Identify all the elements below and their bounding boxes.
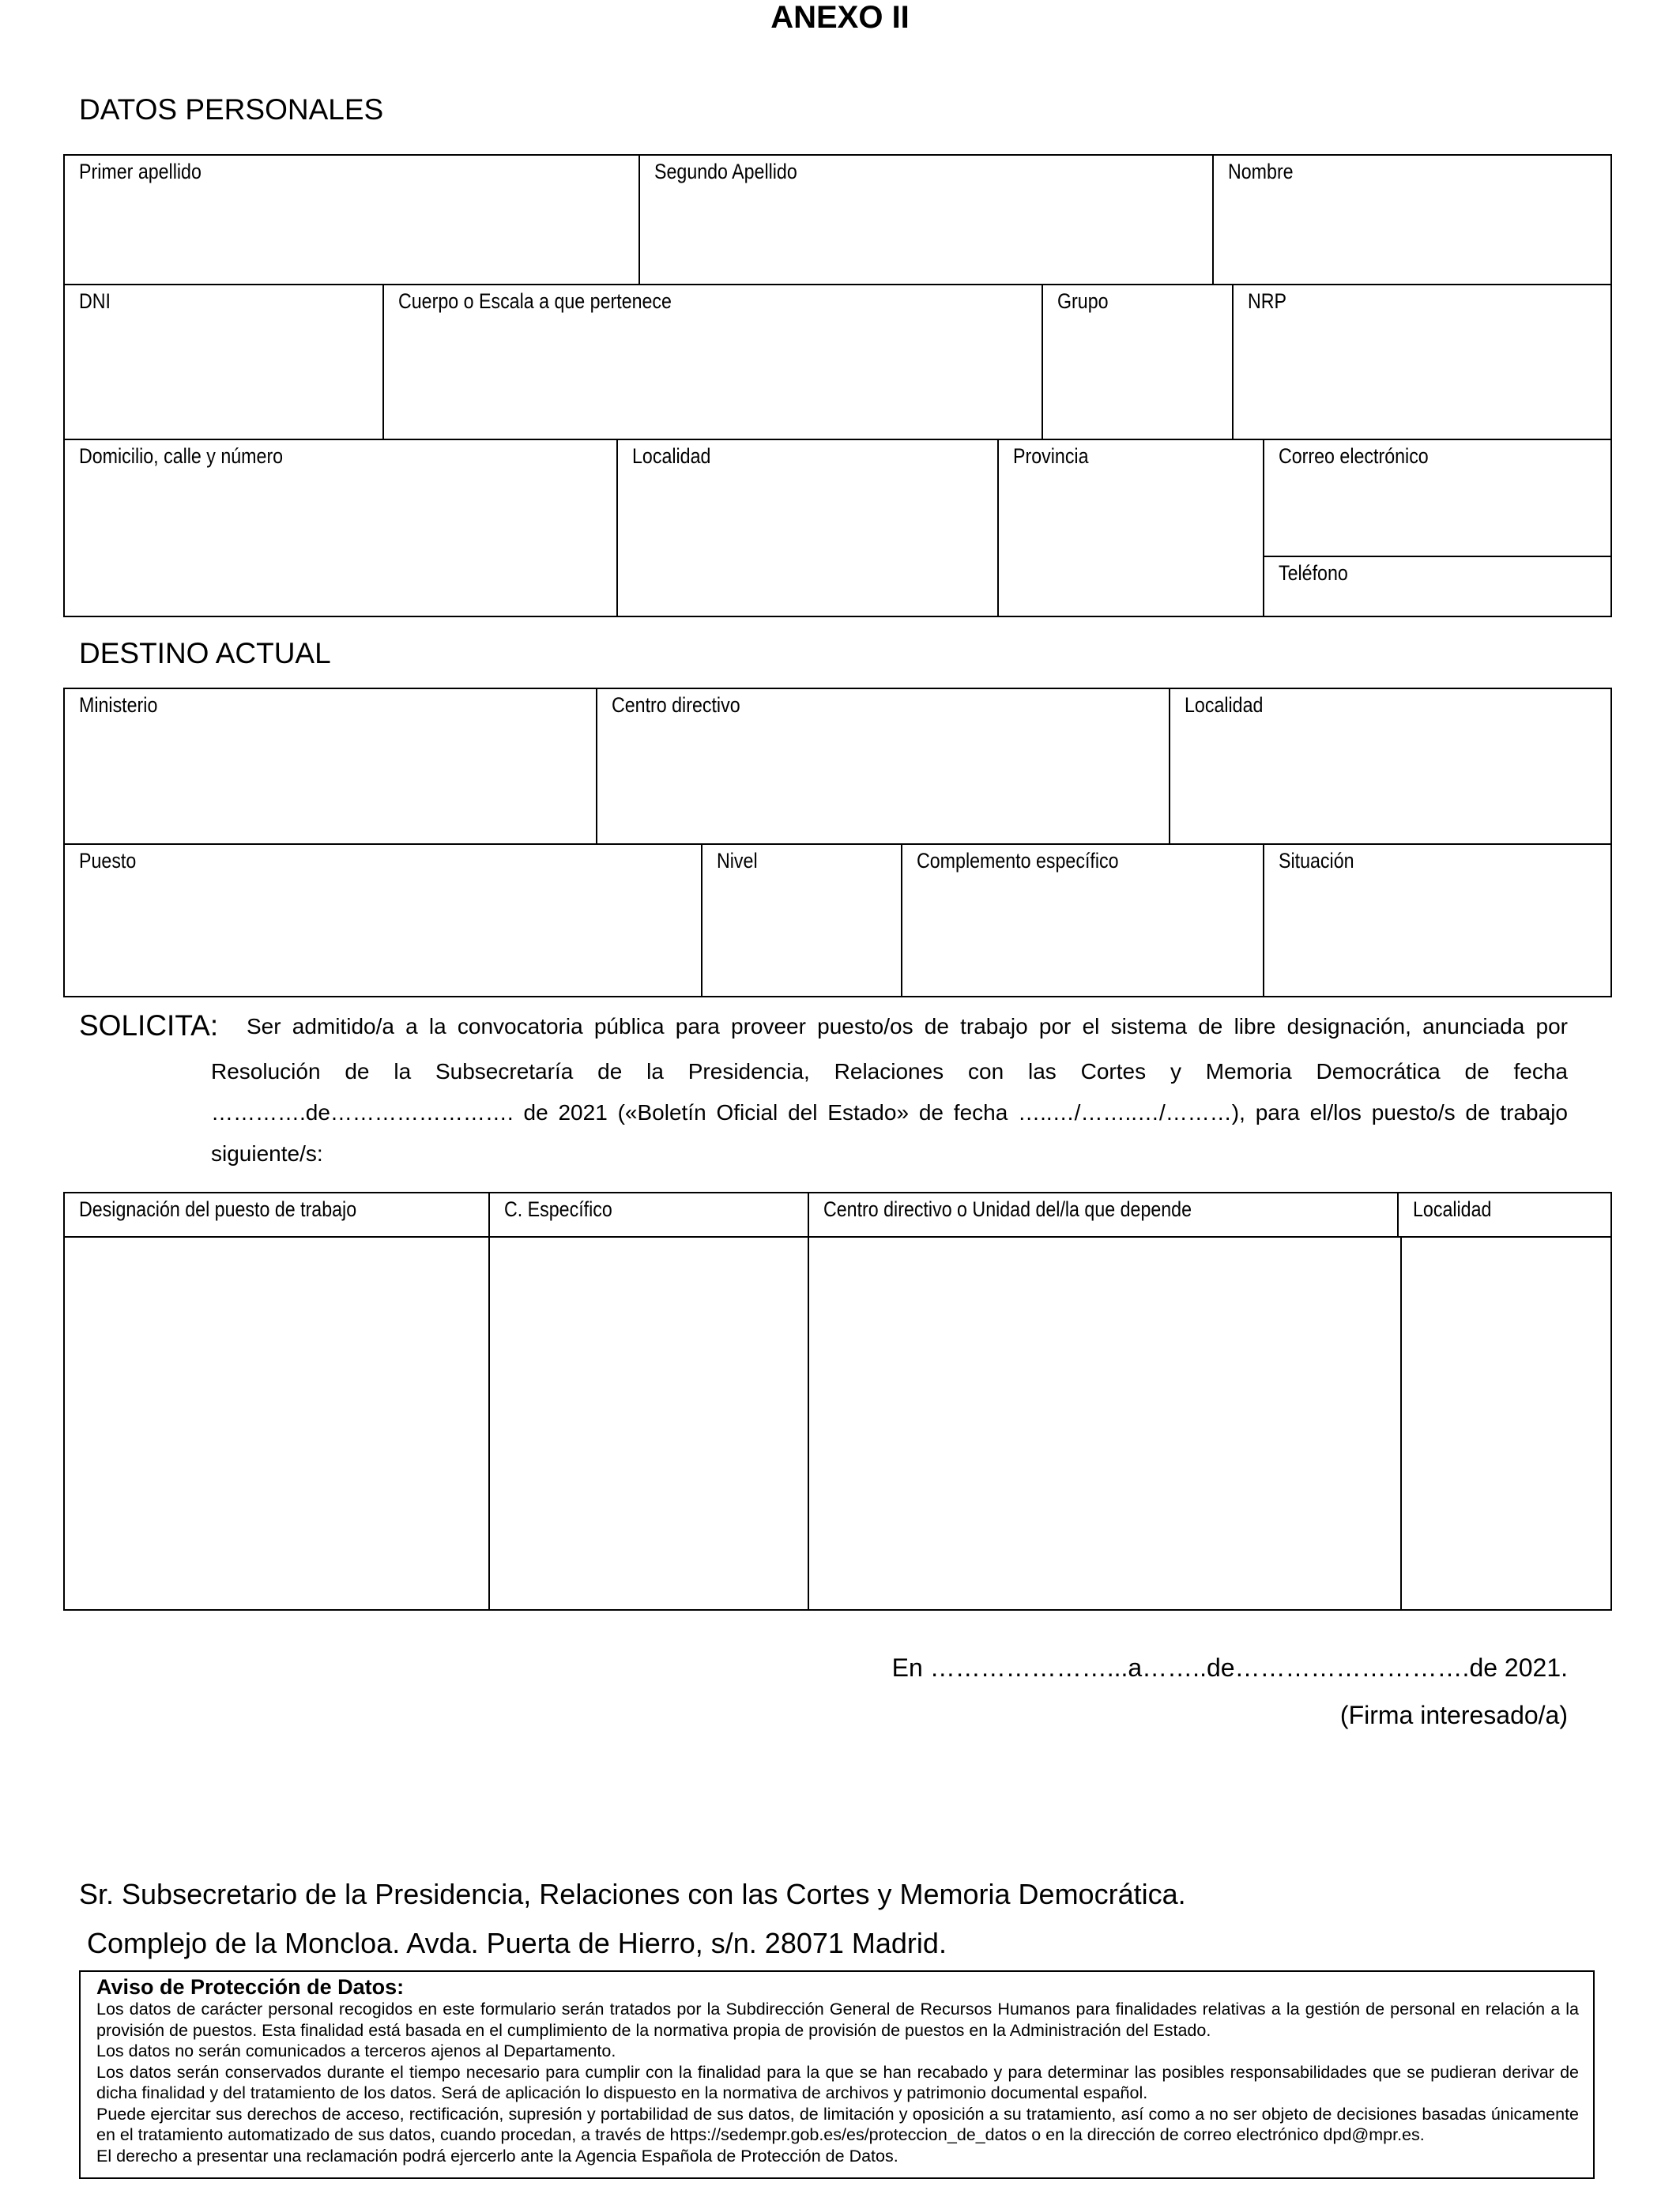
grupo-field[interactable] — [1042, 284, 1232, 439]
solicita-paragraph: Resolución de la Subsecretaría de la Presidencia, Relaciones con las Cortes y Memoria Democrática de fecha ………….de……………………. de 2021 («Boletín Oficial del Estado» de fecha …..…/……..…/………), para el/los puesto/s de trabajo siguiente/s: — [211, 1059, 1568, 1166]
domicilio-field[interactable] — [65, 439, 616, 616]
field-label: Segundo Apellido — [654, 160, 797, 183]
datos-personales-table — [63, 154, 1612, 617]
centro-directivo-input-area[interactable] — [808, 1238, 1400, 1609]
field-label: NRP — [1248, 289, 1287, 313]
notice-paragraph: El derecho a presentar una reclamación podrá ejercerlo ante la Agencia Española de Protección de Datos. — [96, 2146, 898, 2166]
field-label: DNI — [79, 289, 111, 313]
column-header — [1397, 1193, 1610, 1238]
puestos-table — [63, 1192, 1612, 1611]
addressee-line: Sr. Subsecretario de la Presidencia, Relaciones con las Cortes y Memoria Democrática. — [79, 1878, 1186, 1910]
situacion-field[interactable] — [1263, 843, 1610, 996]
address-line: Complejo de la Moncloa. Avda. Puerta de Hierro, s/n. 28071 Madrid. — [87, 1927, 947, 1959]
dni-field[interactable] — [65, 284, 382, 439]
column-header-label: Centro directivo o Unidad del/la que depende — [823, 1197, 1192, 1221]
field-label: Puesto — [79, 849, 137, 873]
field-label: Primer apellido — [79, 160, 202, 183]
field-label: Localidad — [1185, 693, 1264, 717]
destino-actual-table — [63, 688, 1612, 997]
provincia-field[interactable] — [997, 439, 1263, 616]
field-label: Situación — [1279, 849, 1354, 873]
localidad-input-area[interactable] — [1400, 1238, 1610, 1609]
column-header-label: C. Específico — [504, 1197, 612, 1221]
field-label: Domicilio, calle y número — [79, 444, 284, 468]
column-header — [65, 1193, 488, 1238]
field-label: Localidad — [632, 444, 711, 468]
nivel-field[interactable] — [701, 843, 901, 996]
notice-paragraph: Los datos de carácter personal recogidos en este formulario serán tratados por la Subdirección General de Recursos Humanos para finalidades relativas a la gestión de personal en relación a la provisión de puestos. Esta finalidad está basada en el cumplimiento de la normativa propia de provisión de puestos en la Administración del Estado. — [96, 2000, 1579, 2040]
designacion-input-area[interactable] — [65, 1238, 488, 1609]
telefono-field[interactable] — [1263, 556, 1610, 616]
column-header — [808, 1193, 1397, 1238]
field-label: Nivel — [717, 849, 758, 873]
field-label: Correo electrónico — [1279, 444, 1429, 468]
primer-apellido-field[interactable] — [65, 156, 638, 284]
notice-paragraph: Los datos no serán comunicados a terceros ajenos al Departamento. — [96, 2041, 616, 2060]
field-label: Grupo — [1057, 289, 1109, 313]
field-label: Teléfono — [1279, 561, 1348, 585]
notice-title: Aviso de Protección de Datos: — [96, 1975, 405, 1999]
correo-electronico-field[interactable] — [1263, 439, 1610, 556]
date-line: En …………………...a……..de……………………….de 2021. — [891, 1653, 1568, 1682]
column-header-label: Localidad — [1413, 1197, 1492, 1221]
ministerio-field[interactable] — [65, 689, 596, 843]
field-label: Centro directivo — [612, 693, 740, 717]
solicita-first-line: Ser admitido/a a la convocatoria pública para proveer puesto/os de trabajo por el sistema de libre designación, anunciada por — [247, 1014, 1568, 1039]
nrp-field[interactable] — [1232, 284, 1610, 439]
signature-label: (Firma interesado/a) — [1339, 1701, 1568, 1729]
destino-localidad-field[interactable] — [1169, 689, 1610, 843]
field-label: Provincia — [1013, 444, 1089, 468]
destino-actual-heading: DESTINO ACTUAL — [79, 637, 331, 669]
document-title: ANEXO II — [770, 0, 910, 35]
field-label: Nombre — [1228, 160, 1294, 183]
complemento-especifico-field[interactable] — [901, 843, 1263, 996]
datos-personales-heading: DATOS PERSONALES — [79, 93, 384, 126]
cuerpo-escala-field[interactable] — [382, 284, 1042, 439]
notice-paragraph: Puede ejercitar sus derechos de acceso, rectificación, supresión y portabilidad de sus datos, de limitación y oposición a su tratamiento, así como a no ser objeto de decisiones basadas únicamente en el tratamiento automatizado de sus datos, cuando procedan, a través de https://sedempr.gob.es/es/proteccion_de_datos o en la dirección de correo electrónico dpd@mpr.es. — [96, 2104, 1579, 2144]
segundo-apellido-field[interactable] — [638, 156, 1212, 284]
centro-directivo-field[interactable] — [596, 689, 1169, 843]
c-especifico-input-area[interactable] — [488, 1238, 808, 1609]
nombre-field[interactable] — [1212, 156, 1610, 284]
column-header-label: Designación del puesto de trabajo — [79, 1197, 357, 1221]
field-label: Cuerpo o Escala a que pertenece — [398, 289, 672, 313]
data-protection-notice — [79, 1970, 1595, 2179]
field-label: Complemento específico — [917, 849, 1119, 873]
field-label: Ministerio — [79, 693, 158, 717]
notice-paragraph: Los datos serán conservados durante el tiempo necesario para cumplir con la finalidad para la que se han recabado y para determinar las posibles responsabilidades que se pudieran derivar de dicha finalidad y del tratamiento de los datos. Será de aplicación lo dispuesto en la normativa de archivos y patrimonio documental español. — [96, 2062, 1579, 2102]
column-header — [488, 1193, 808, 1238]
puesto-field[interactable] — [65, 843, 701, 996]
solicita-label: SOLICITA: — [79, 1009, 219, 1042]
localidad-field[interactable] — [616, 439, 997, 616]
